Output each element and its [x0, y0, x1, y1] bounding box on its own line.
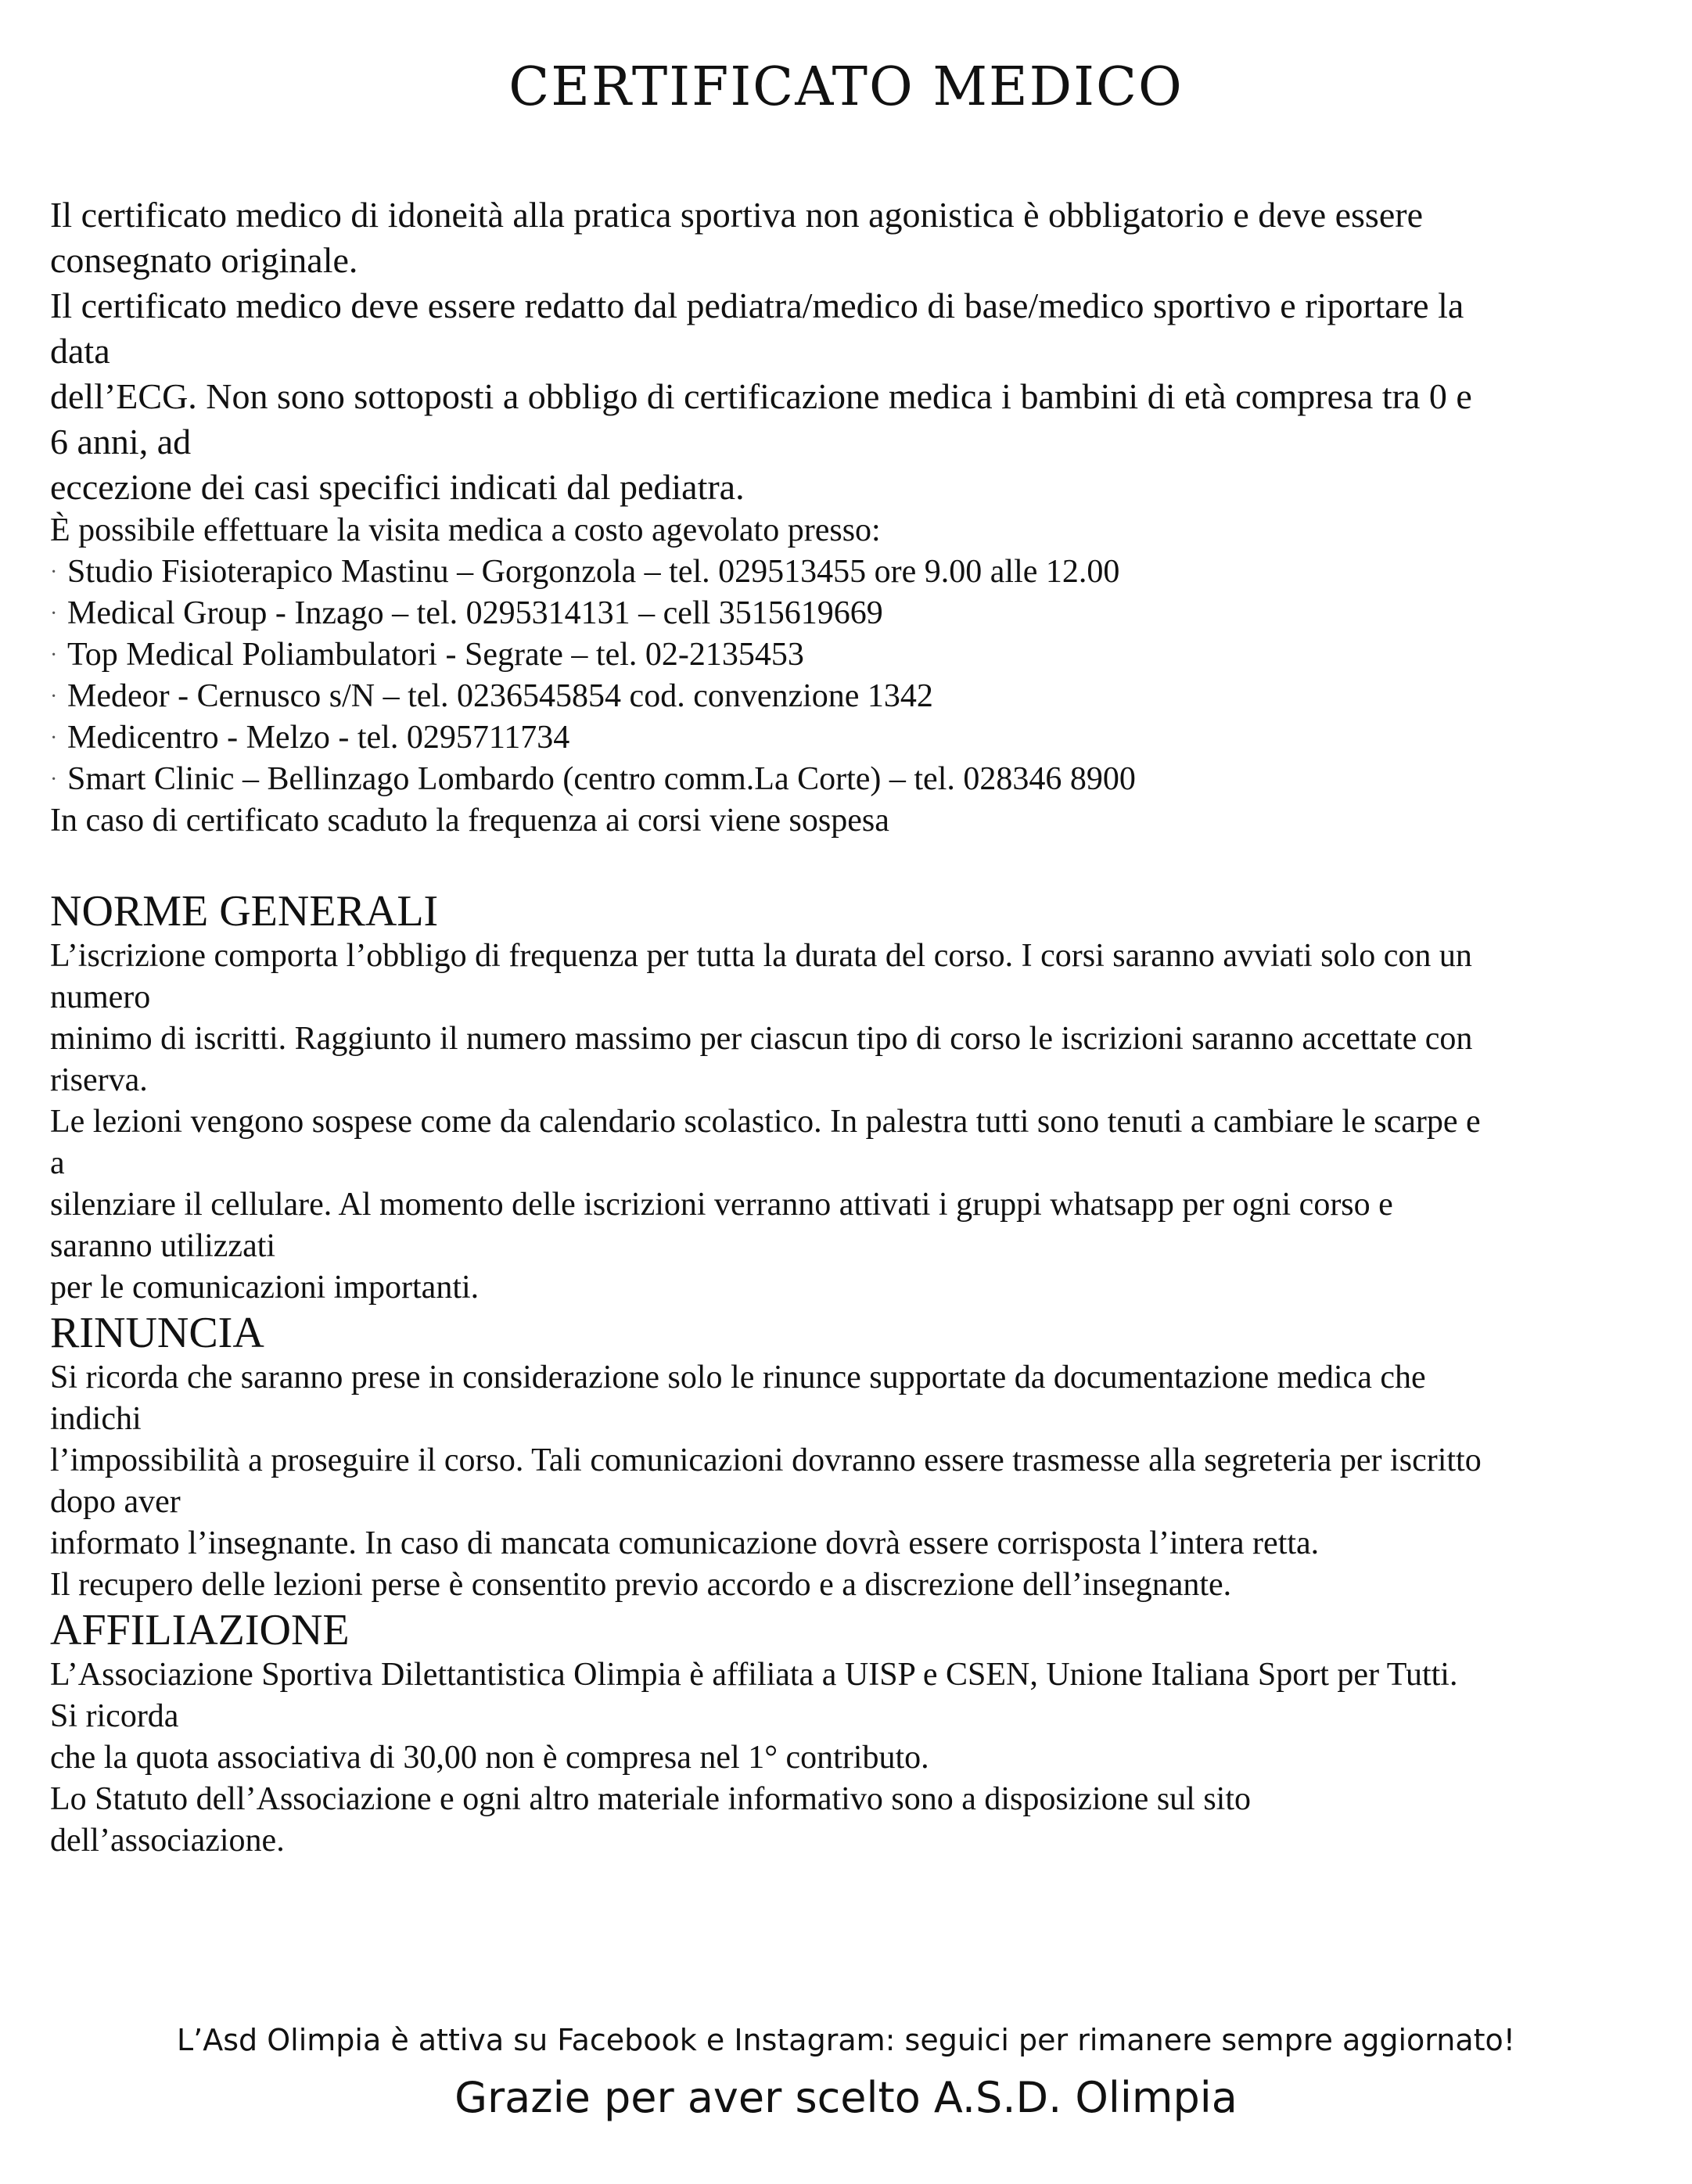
footer-social-line: L’Asd Olimpia è attiva su Facebook e Instagram: seguici per rimanere sempre aggiornato! [176, 2023, 1515, 2057]
text-line: dell’associazione. [50, 1823, 285, 1859]
text-line: minimo di iscritti. Raggiunto il numero massimo per ciascun tipo di corso le iscrizioni saranno accettate con [50, 1021, 1473, 1057]
clinic-text: Medeor - Cernusco s/N – tel. 0236545854 cod. convenzione 1342 [67, 678, 933, 714]
section-rinuncia [50, 1309, 1646, 1606]
text-line: consegnato originale. [50, 240, 358, 280]
text-line: riserva. [50, 1062, 148, 1098]
list-item [50, 676, 1646, 717]
bullet-icon: · [50, 560, 58, 584]
text-line: Si ricorda che saranno prese in considerazione solo le rinunce supportate da documentazione medica che [50, 1360, 1426, 1396]
text-line: eccezione dei casi specifici indicati dal pediatra. [50, 467, 745, 507]
bullet-icon: · [50, 767, 58, 792]
bullet-icon: · [50, 684, 58, 709]
list-item [50, 717, 1646, 759]
text-line: Il certificato medico di idoneità alla pratica sportiva non agonistica è obbligatorio e deve essere [50, 195, 1423, 235]
clinic-text: Top Medical Poliambulatori - Segrate – tel. 02-2135453 [67, 637, 804, 673]
text-line: data [50, 331, 110, 371]
text-line: per le comunicazioni importanti. [50, 1270, 480, 1306]
clinic-list [50, 551, 1646, 800]
text-line: dell’ECG. Non sono sottoposti a obbligo di certificazione medica i bambini di età compresa tra 0 e [50, 376, 1472, 416]
text-line: dopo aver [50, 1484, 181, 1520]
text-line: Si ricorda [50, 1698, 179, 1734]
text-line: saranno utilizzati [50, 1228, 276, 1264]
text-line: Lo Statuto dell’Associazione e ogni altro materiale informativo sono a disposizione sul sito [50, 1781, 1252, 1817]
text-line: numero [50, 979, 151, 1015]
text-line: silenziare il cellulare. Al momento delle iscrizioni verranno attivati i gruppi whatsapp per ogni corso e [50, 1187, 1393, 1223]
section-norme-generali [50, 887, 1646, 1309]
list-item [50, 634, 1646, 676]
section-heading: AFFILIAZIONE [50, 1606, 350, 1654]
list-item [50, 593, 1646, 634]
text-line: Il certificato medico deve essere redatto dal pediatra/medico di base/medico sportivo e riportare la [50, 286, 1464, 325]
clinic-text: Medical Group - Inzago – tel. 0295314131 – cell 3515619669 [67, 595, 883, 631]
bullet-icon: · [50, 643, 58, 667]
list-item [50, 551, 1646, 593]
text-line: L’Associazione Sportiva Dilettantistica Olimpia è affiliata a UISP e CSEN, Unione Italiana Sport per Tutti. [50, 1657, 1458, 1693]
document-body [50, 192, 1646, 1862]
text-line: informato l’insegnante. In caso di mancata comunicazione dovrà essere corrisposta l’intera retta. [50, 1525, 1320, 1561]
clinic-text: Studio Fisioterapico Mastinu – Gorgonzola – tel. 029513455 ore 9.00 alle 12.00 [67, 554, 1120, 590]
section-affiliazione [50, 1606, 1646, 1862]
section-heading: RINUNCIA [50, 1309, 264, 1357]
section-heading: NORME GENERALI [50, 887, 439, 936]
text-line: Le lezioni vengono sospese come da calendario scolastico. In palestra tutti sono tenuti a cambiare le scarpe e [50, 1104, 1481, 1140]
page-title: CERTIFICATO MEDICO [508, 56, 1184, 118]
expiry-note: In caso di certificato scaduto la frequenza ai corsi viene sospesa [50, 803, 889, 839]
text-line: 6 anni, ad [50, 422, 192, 462]
bullet-icon: · [50, 726, 58, 750]
footer-thanks-line: Grazie per aver scelto A.S.D. Olimpia [454, 2073, 1238, 2122]
text-line: Il recupero delle lezioni perse è consentito previo accordo e a discrezione dell’insegnante. [50, 1567, 1232, 1603]
clinic-text: Smart Clinic – Bellinzago Lombardo (centro comm.La Corte) – tel. 028346 8900 [67, 761, 1136, 797]
text-line: L’iscrizione comporta l’obbligo di frequenza per tutta la durata del corso. I corsi saranno avviati solo con un [50, 938, 1472, 974]
visit-intro: È possibile effettuare la visita medica a costo agevolato presso: [50, 512, 881, 548]
text-line: a [50, 1145, 65, 1181]
spacer [50, 842, 1646, 887]
clinic-text: Medicentro - Melzo - tel. 0295711734 [67, 720, 570, 756]
list-item [50, 759, 1646, 800]
bullet-icon: · [50, 602, 58, 626]
text-line: che la quota associativa di 30,00 non è compresa nel 1° contributo. [50, 1740, 929, 1776]
text-line: indichi [50, 1401, 142, 1437]
text-line: l’impossibilità a proseguire il corso. Tali comunicazioni dovranno essere trasmesse alla segreteria per iscritto [50, 1442, 1482, 1478]
certificate-intro [50, 192, 1646, 510]
